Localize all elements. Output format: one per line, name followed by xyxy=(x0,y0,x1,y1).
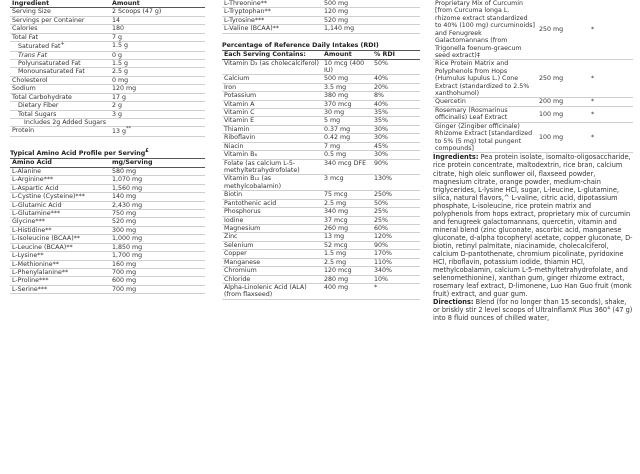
rdi-name: Calcium xyxy=(222,75,322,83)
facts-amount: 2 g xyxy=(112,102,123,110)
rdi-row xyxy=(222,258,420,266)
facts-amount-mark: ** xyxy=(126,126,132,133)
amino-amount: 140 mg xyxy=(110,193,205,201)
facts-amount-cell xyxy=(110,110,205,118)
facts-name: Includes 2g Added Sugars xyxy=(24,119,106,126)
facts-name: Monounsaturated Fat xyxy=(18,68,85,76)
rdi-row xyxy=(222,208,420,216)
proprietary-pct: * xyxy=(589,98,633,106)
proprietary-pct: * xyxy=(589,106,633,122)
amino-row xyxy=(222,16,420,24)
amino-amount: 1,070 mg xyxy=(110,176,205,184)
rdi-row xyxy=(222,83,420,91)
facts-amount: 2 Scoops (47 g) xyxy=(112,8,162,16)
facts-row xyxy=(10,110,205,118)
facts-name-cell xyxy=(10,76,110,84)
rdi-amount: 500 mg xyxy=(322,75,372,83)
amino-name: L-Histidine** xyxy=(10,226,110,234)
facts-amount: 1.5 g xyxy=(112,60,129,68)
amino-row xyxy=(10,285,205,293)
rdi-pct: 10% xyxy=(372,275,420,283)
amino-name: L-Serine*** xyxy=(10,285,110,293)
proprietary-name: Rice Protein Matrix and Polyphenols from Hops (Humulus lupulus L.) Cone Extract (standardized to 2.5% xanthohumol) xyxy=(433,60,537,98)
facts-row xyxy=(10,76,205,84)
rdi-name: Magnesium xyxy=(222,224,322,232)
rdi-pct: 90% xyxy=(372,241,420,249)
amino-title: Typical Amino Acid Profile per Serving£ xyxy=(10,149,205,160)
amino-name: L-Isoleucine (BCAA)** xyxy=(10,235,110,243)
amino-amount: 2,430 mg xyxy=(110,201,205,209)
amino-acid-table-cont xyxy=(222,0,420,34)
facts-amount: 14 xyxy=(112,16,121,24)
facts-name-cell xyxy=(10,25,110,33)
rdi-row xyxy=(222,275,420,283)
rdi-pct: 250% xyxy=(372,191,420,199)
facts-amount-cell xyxy=(110,127,205,137)
facts-amount: 3 g xyxy=(112,110,123,118)
rdi-amount: 260 mg xyxy=(322,224,372,232)
rdi-amount: 75 mcg xyxy=(322,191,372,199)
amino-header-amount: mg/Serving xyxy=(110,159,205,167)
amino-amount: 750 mg xyxy=(110,209,205,217)
facts-header-row xyxy=(10,0,205,8)
rdi-name: Niacin xyxy=(222,142,322,150)
amino-name: L-Cystine (Cysteine)*** xyxy=(10,193,110,201)
amino-name: Glycine*** xyxy=(10,218,110,226)
facts-row xyxy=(10,85,205,93)
amino-amount: 600 mg xyxy=(110,277,205,285)
amino-row xyxy=(10,243,205,251)
amino-name: L-Glutamic Acid xyxy=(10,201,110,209)
facts-amount: 0 g xyxy=(112,51,123,59)
rdi-row xyxy=(222,267,420,275)
amino-row xyxy=(10,252,205,260)
proprietary-amount: 250 mg xyxy=(537,0,589,60)
amino-row xyxy=(222,8,420,16)
rdi-pct: 130% xyxy=(372,175,420,191)
directions-text: Blend (for no longer than 15 seconds), shake, or briskly stir 2 level scoops of UltraInflamX Plus 360° (47 g) into 8 fluid ounces of chilled water, xyxy=(433,298,633,323)
rdi-amount: 340 mcg DFE xyxy=(322,159,372,175)
rdi-name: Iron xyxy=(222,83,322,91)
facts-row xyxy=(10,42,205,52)
facts-row xyxy=(10,93,205,101)
rdi-amount: 2.5 mg xyxy=(322,258,372,266)
rdi-name: Copper xyxy=(222,250,322,258)
amino-name: L-Phenylalanine** xyxy=(10,268,110,276)
rdi-amount: 52 mcg xyxy=(322,241,372,249)
amino-row xyxy=(10,184,205,192)
rdi-amount: 30 mg xyxy=(322,109,372,117)
nutrition-facts-table xyxy=(10,0,205,137)
rdi-header-amount: Amount xyxy=(322,51,372,59)
amino-row xyxy=(10,209,205,217)
rdi-row xyxy=(222,199,420,207)
directions-paragraph xyxy=(433,298,633,322)
rdi-title: Percentage of Reference Daily Intakes (RDI) xyxy=(222,42,420,51)
proprietary-name: Quercetin xyxy=(433,98,537,106)
facts-name-cell xyxy=(10,42,110,52)
rdi-amount: 400 mg xyxy=(322,283,372,299)
rdi-name: Iodine xyxy=(222,216,322,224)
facts-row xyxy=(10,25,205,33)
amino-name: L-Arginine*** xyxy=(10,176,110,184)
rdi-amount: 37 mcg xyxy=(322,216,372,224)
amino-amount: 1,560 mg xyxy=(110,184,205,192)
rdi-name: Vitamin E xyxy=(222,117,322,125)
rdi-pct: 35% xyxy=(372,117,420,125)
rdi-name: Vitamin B₁₂ (as methylcobalamin) xyxy=(222,175,322,191)
ingredients-text: Pea protein isolate, isomalto-oligosaccharide, rice protein concentrate, maltodextrin, rice bran, calcium citrate, high oleic sunflower oil, flaxseed powder, magnesium citrate, orange powder, medium-chain triglycerides, L-lysine HCl, sugar, L-leucine, L-glutamine, silica, natural flavors,^ L-valine, citric acid, dipotassium phosphate, L-isoleucine, rice protein matrix and polyphenols from hops extract, proprietary mix of curcumin and fenugreek galactomannans, quercetin, vitamin and mineral blend (zinc gluconate, ascorbic acid, manganese gluconate, d-alpha tocopheryl acetate, copper gluconate, D-biotin, retinyl palmitate, niacinamide, cholecalciferol, calcium D-pantothenate, chromium picolinate, pyridoxine HCl, riboflavin, potassium iodide, thiamin HCl, methylcobalamin, calcium L-5-methyltetrahydrofolate, and selenomethionine), xanthan gum, ginger rhizome extract, rosemary leaf extract, D-limonene, Luo Han Guo fruit (monk fruit) extract, and guar gum. xyxy=(433,153,633,298)
rdi-name: Biotin xyxy=(222,191,322,199)
rdi-amount: 0.37 mg xyxy=(322,125,372,133)
facts-name-cell xyxy=(10,68,110,76)
facts-row xyxy=(10,16,205,24)
amino-acid-table xyxy=(10,159,205,294)
rdi-row xyxy=(222,151,420,159)
facts-amount-cell xyxy=(110,60,205,68)
proprietary-amount: 250 mg xyxy=(537,60,589,98)
rdi-amount: 380 mg xyxy=(322,92,372,100)
rdi-name: Thiamin xyxy=(222,125,322,133)
rdi-row xyxy=(222,100,420,108)
rdi-table xyxy=(222,51,420,300)
proprietary-amount: 200 mg xyxy=(537,98,589,106)
proprietary-amount: 100 mg xyxy=(537,106,589,122)
facts-name-cell xyxy=(10,102,110,110)
amino-row xyxy=(10,193,205,201)
amino-name: L-Proline*** xyxy=(10,277,110,285)
amino-row xyxy=(10,176,205,184)
amino-name: L-Tyrosine*** xyxy=(222,16,322,24)
facts-name-cell xyxy=(10,127,110,137)
rdi-row xyxy=(222,59,420,75)
proprietary-pct: * xyxy=(589,122,633,153)
rdi-amount: 340 mg xyxy=(322,208,372,216)
amino-amount: 700 mg xyxy=(110,285,205,293)
facts-name-cell xyxy=(10,51,110,59)
amino-amount: 120 mg xyxy=(322,8,420,16)
rdi-amount: 13 mg xyxy=(322,233,372,241)
rdi-pct: 40% xyxy=(372,75,420,83)
rdi-name: Vitamin A xyxy=(222,100,322,108)
amino-row xyxy=(10,226,205,234)
facts-header-amount: Amount xyxy=(110,0,205,8)
facts-name: Sodium xyxy=(12,85,36,93)
rdi-header-row xyxy=(222,51,420,59)
facts-amount-cell xyxy=(110,85,205,93)
facts-header-ingredient: Ingredient xyxy=(10,0,110,8)
rdi-name: Vitamin B₆ xyxy=(222,151,322,159)
rdi-row xyxy=(222,283,420,299)
amino-amount: 700 mg xyxy=(110,268,205,276)
facts-amount-cell xyxy=(110,42,205,52)
facts-name-cell xyxy=(10,85,110,93)
facts-name: Total Fat xyxy=(12,33,39,41)
facts-name: Trans Fat xyxy=(18,51,48,59)
rdi-name: Manganese xyxy=(222,258,322,266)
facts-name-cell xyxy=(10,93,110,101)
facts-name: Serving Size xyxy=(12,8,51,16)
rdi-name: Pantothenic acid xyxy=(222,199,322,207)
amino-name: L-Alanine xyxy=(10,167,110,175)
rdi-row xyxy=(222,109,420,117)
amino-name: L-Glutamine*** xyxy=(10,209,110,217)
facts-name: Polyunsaturated Fat xyxy=(18,60,81,68)
amino-amount: 1,700 mg xyxy=(110,252,205,260)
facts-name-cell xyxy=(10,60,110,68)
directions-title: Directions: xyxy=(433,298,474,306)
facts-name-mark: + xyxy=(60,41,65,48)
facts-amount-cell xyxy=(110,76,205,84)
rdi-amount: 120 mcg xyxy=(322,267,372,275)
rdi-pct: 25% xyxy=(372,208,420,216)
rdi-name: Vitamin D₃ (as cholecalciferol) xyxy=(222,59,322,75)
facts-name: Total Sugars xyxy=(18,110,57,118)
facts-row xyxy=(10,119,205,127)
rdi-row xyxy=(222,224,420,232)
rdi-amount: 370 mcg xyxy=(322,100,372,108)
facts-name-cell xyxy=(10,119,110,127)
proprietary-name: Ginger (Zingiber officinale) Rhizome Extract [standardized to 5% (5 mg) total pungent compounds] xyxy=(433,122,537,153)
rdi-pct: * xyxy=(372,283,420,299)
amino-amount: 520 mg xyxy=(322,16,420,24)
facts-amount: 2.5 g xyxy=(112,68,129,76)
facts-row xyxy=(10,51,205,59)
proprietary-row xyxy=(433,0,633,60)
rdi-pct: 35% xyxy=(372,109,420,117)
facts-amount-cell xyxy=(110,33,205,41)
rdi-row xyxy=(222,117,420,125)
nutrition-column-2 xyxy=(222,0,420,300)
amino-name: L-Tryptophan** xyxy=(222,8,322,16)
facts-name: Calories xyxy=(12,25,38,33)
rdi-name: Potassium xyxy=(222,92,322,100)
rdi-name: Phosphorus xyxy=(222,208,322,216)
amino-amount: 1,850 mg xyxy=(110,243,205,251)
facts-name-cell xyxy=(10,110,110,118)
facts-amount-cell xyxy=(110,68,205,76)
amino-name: L-Lysine** xyxy=(10,252,110,260)
facts-row xyxy=(10,33,205,41)
rdi-amount: 2.5 mg xyxy=(322,199,372,207)
rdi-amount: 5 mg xyxy=(322,117,372,125)
facts-row xyxy=(10,68,205,76)
amino-row xyxy=(10,218,205,226)
facts-row xyxy=(10,60,205,68)
ingredients-title: Ingredients: xyxy=(433,153,479,162)
rdi-header-name: Each Serving Contains: xyxy=(222,51,322,59)
amino-name: L-Leucine (BCAA)** xyxy=(10,243,110,251)
facts-name: Dietary Fiber xyxy=(18,102,59,110)
amino-amount: 520 mg xyxy=(110,218,205,226)
facts-name-cell xyxy=(10,8,110,16)
facts-amount-cell xyxy=(110,93,205,101)
rdi-row xyxy=(222,233,420,241)
rdi-row xyxy=(222,175,420,191)
facts-name: Protein xyxy=(12,127,35,135)
proprietary-name: Proprietary Mix of Curcumin [from Curcuma longa L. rhizome extract standardized to 40% (100 mg) curcuminoids] and Fenugreek Galactomannans (from Trigonella foenum-graecum seed extract)‡ xyxy=(433,0,537,60)
amino-row xyxy=(10,201,205,209)
amino-row xyxy=(10,235,205,243)
facts-name: Saturated Fat xyxy=(18,43,61,51)
rdi-name: Vitamin C xyxy=(222,109,322,117)
facts-row xyxy=(10,8,205,16)
amino-amount: 580 mg xyxy=(110,167,205,175)
amino-row xyxy=(10,167,205,175)
facts-amount: 180 xyxy=(112,25,125,33)
rdi-header-pct: % RDI xyxy=(372,51,420,59)
amino-row xyxy=(222,25,420,33)
rdi-amount: 7 mg xyxy=(322,142,372,150)
rdi-amount: 0.5 mg xyxy=(322,151,372,159)
rdi-pct: 20% xyxy=(372,83,420,91)
rdi-amount: 10 mcg (400 IU) xyxy=(322,59,372,75)
rdi-row xyxy=(222,75,420,83)
amino-name: L-Valine (BCAA)** xyxy=(222,25,322,33)
facts-name: Servings per Container xyxy=(12,16,85,24)
rdi-row xyxy=(222,159,420,175)
rdi-amount: 0.42 mg xyxy=(322,134,372,142)
rdi-pct: 120% xyxy=(372,233,420,241)
rdi-pct: 60% xyxy=(372,224,420,232)
amino-header-row xyxy=(10,159,205,167)
rdi-amount: 3 mcg xyxy=(322,175,372,191)
facts-row xyxy=(10,102,205,110)
rdi-name: Folate (as calcium L-5-methyltetrahydrofolate) xyxy=(222,159,322,175)
facts-amount-cell xyxy=(110,8,205,16)
nutrition-column-3 xyxy=(433,0,633,322)
rdi-pct: 340% xyxy=(372,267,420,275)
nutrition-column-1 xyxy=(10,0,205,294)
rdi-pct: 30% xyxy=(372,125,420,133)
amino-amount: 300 mg xyxy=(110,226,205,234)
proprietary-amount: 100 mg xyxy=(537,122,589,153)
amino-amount: 500 mg xyxy=(322,0,420,8)
amino-row xyxy=(10,260,205,268)
rdi-pct: 30% xyxy=(372,134,420,142)
facts-amount: 120 mg xyxy=(112,85,137,93)
proprietary-name: Rosemary (Rosmarinus officinalis) Leaf Extract xyxy=(433,106,537,122)
proprietary-pct: * xyxy=(589,0,633,60)
rdi-amount: 280 mg xyxy=(322,275,372,283)
rdi-name: Zinc xyxy=(222,233,322,241)
rdi-amount: 1.5 mg xyxy=(322,250,372,258)
amino-header-name: Amino Acid xyxy=(10,159,110,167)
facts-amount: 0 mg xyxy=(112,76,129,84)
facts-name-cell xyxy=(10,16,110,24)
rdi-pct: 50% xyxy=(372,199,420,207)
rdi-pct: 30% xyxy=(372,151,420,159)
rdi-row xyxy=(222,250,420,258)
proprietary-row xyxy=(433,60,633,98)
amino-name: L-Threonine** xyxy=(222,0,322,8)
proprietary-pct: * xyxy=(589,60,633,98)
facts-amount-cell xyxy=(110,51,205,59)
facts-amount-cell xyxy=(110,102,205,110)
amino-amount: 1,000 mg xyxy=(110,235,205,243)
rdi-pct: 45% xyxy=(372,142,420,150)
amino-name: L-Methionine** xyxy=(10,260,110,268)
rdi-pct: 110% xyxy=(372,258,420,266)
facts-amount-cell xyxy=(110,16,205,24)
proprietary-row xyxy=(433,122,633,153)
facts-amount-cell xyxy=(110,119,205,127)
rdi-row xyxy=(222,241,420,249)
amino-row xyxy=(222,0,420,8)
amino-name: L-Aspartic Acid xyxy=(10,184,110,192)
rdi-name: Chromium xyxy=(222,267,322,275)
amino-amount: 1,140 mg xyxy=(322,25,420,33)
amino-amount: 160 mg xyxy=(110,260,205,268)
amino-row xyxy=(10,268,205,276)
rdi-row xyxy=(222,125,420,133)
facts-amount: 1.5 g xyxy=(112,42,129,50)
amino-row xyxy=(10,277,205,285)
rdi-pct: 170% xyxy=(372,250,420,258)
rdi-pct: 50% xyxy=(372,59,420,75)
rdi-row xyxy=(222,216,420,224)
facts-row xyxy=(10,127,205,137)
facts-name: Total Carbohydrate xyxy=(12,93,72,101)
facts-amount: 7 g xyxy=(112,33,123,41)
facts-name: Cholesterol xyxy=(12,76,48,84)
rdi-pct: 8% xyxy=(372,92,420,100)
ingredients-paragraph xyxy=(433,153,633,298)
rdi-name: Riboflavin xyxy=(222,134,322,142)
rdi-name: Alpha-Linolenic Acid (ALA) (from flaxseed) xyxy=(222,283,322,299)
rdi-pct: 40% xyxy=(372,100,420,108)
proprietary-table xyxy=(433,0,633,153)
rdi-row xyxy=(222,134,420,142)
rdi-name: Selenium xyxy=(222,241,322,249)
rdi-row xyxy=(222,92,420,100)
facts-amount-cell xyxy=(110,25,205,33)
facts-amount: 17 g xyxy=(112,93,127,101)
rdi-row xyxy=(222,142,420,150)
proprietary-row xyxy=(433,106,633,122)
rdi-row xyxy=(222,191,420,199)
rdi-amount: 3.5 mg xyxy=(322,83,372,91)
rdi-name: Chloride xyxy=(222,275,322,283)
rdi-pct: 90% xyxy=(372,159,420,175)
rdi-pct: 25% xyxy=(372,216,420,224)
proprietary-row xyxy=(433,98,633,106)
facts-amount: 13 g xyxy=(112,128,127,136)
